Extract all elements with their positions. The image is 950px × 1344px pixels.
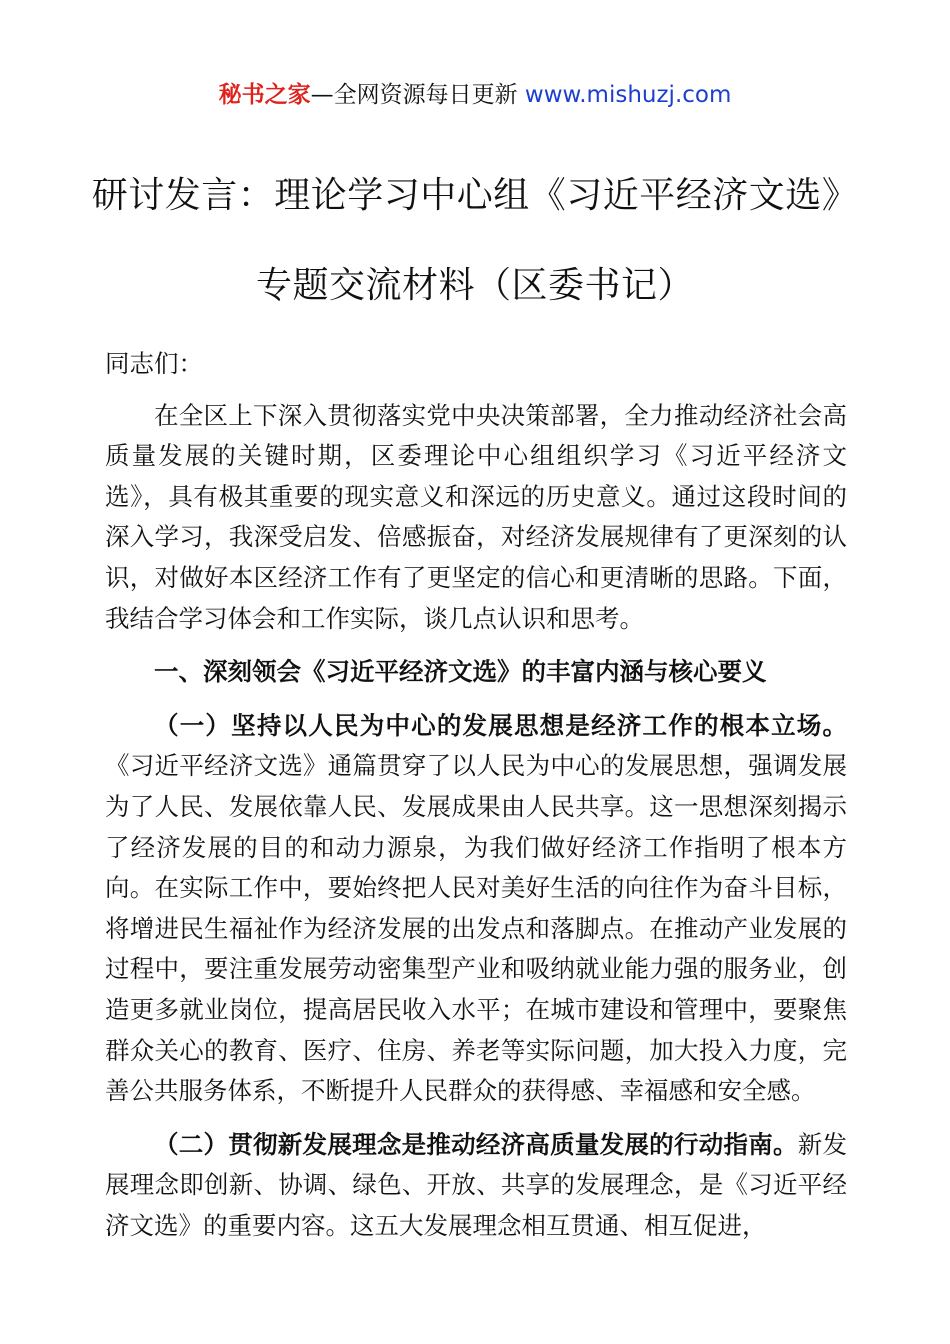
- site-url-link[interactable]: www.mishuzj.com: [524, 82, 732, 108]
- banner-slogan: —全网资源每日更新: [310, 82, 525, 108]
- point-text-2: 新发展理念即创新、协调、绿色、开放、共享的发展理念，是《习近平经济文选》的重要内容。这五大发展理念相互贯通、相互促进，: [105, 1129, 848, 1240]
- title-line-2: 专题交流材料（区委书记）: [255, 265, 694, 306]
- point-text-1: 《习近平经济文选》通篇贯穿了以人民为中心的发展思想，强调发展为了人民、发展依靠人民、发展成果由人民共享。这一思想深刻揭示了经济发展的目的和动力源泉，为我们做好经济工作指明了根本方向。在实际工作中，要始终把人民对美好生活的向往作为奋斗目标，将增进民生福祉作为经济发展的出发点和落脚点。在推动产业发展的过程中，要注重发展劳动密集型产业和吸纳就业能力强的服务业，创造更多就业岗位，提高居民收入水平；在城市建设和管理中，要聚焦群众关心的教育、医疗、住房、养老等实际问题，加大投入力度，完善公共服务体系，不断提升人民群众的获得感、幸福感和安全感。: [105, 751, 847, 1106]
- intro-paragraph: 在全区上下深入贯彻落实党中央决策部署，全力推动经济社会高质量发展的关键时期，区委理论中心组组织学习《习近平经济文选》，具有极其重要的现实意义和深远的历史意义。通过这段时间的深入学习，我深受启发、倍感振奋，对经济发展规律有了更深刻的认识，对做好本区经济工作有了更坚定的信心和更清晰的思路。下面，我结合学习体会和工作实际，谈几点认识和思考。: [105, 400, 847, 633]
- document-body: [105, 344, 847, 1246]
- site-banner: [0, 78, 950, 112]
- point-paragraph-1: [105, 706, 847, 1112]
- point-lead-1: （一）坚持以人民为中心的发展思想是经济工作的根本立场。: [154, 710, 847, 740]
- point-paragraph-2: [105, 1125, 847, 1247]
- title-line-1: 研讨发言：理论学习中心组《习近平经济文选》: [91, 175, 859, 216]
- brand-name: 秘书之家: [218, 82, 311, 108]
- salutation: 同志们：: [105, 349, 203, 378]
- point-lead-2: （二）贯彻新发展理念是推动经济高质量发展的行动指南。: [154, 1129, 798, 1159]
- document-title: [0, 168, 950, 314]
- section-heading-1: 一、深刻领会《习近平经济文选》的丰富内涵与核心要义: [154, 657, 767, 687]
